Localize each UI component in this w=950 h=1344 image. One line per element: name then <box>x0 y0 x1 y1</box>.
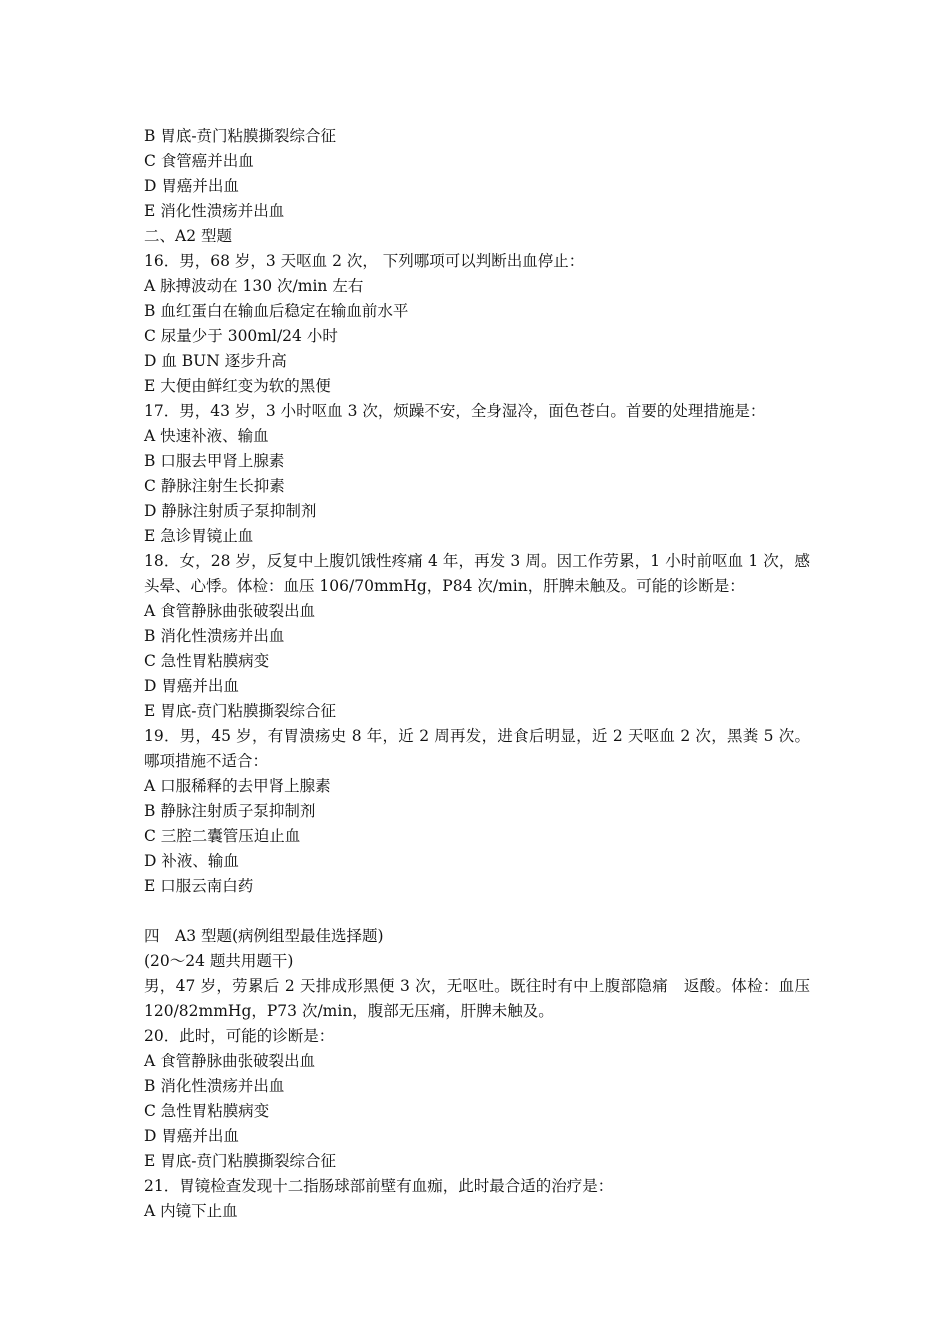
option-line: A 脉搏波动在 130 次/min 左右 <box>144 277 364 295</box>
option-line: A 内镜下止血 <box>144 1202 238 1220</box>
question-stem: 20．此时，可能的诊断是： <box>144 1027 335 1045</box>
section-heading: 四 A3 型题(病例组型最佳选择题) <box>144 927 384 945</box>
option-line: D 血 BUN 逐步升高 <box>144 352 287 370</box>
option-line: B 消化性溃疡并出血 <box>144 1077 285 1095</box>
option-line: B 静脉注射质子泵抑制剂 <box>144 802 316 820</box>
option-line: B 血红蛋白在输血后稳定在输血前水平 <box>144 302 409 320</box>
option-line: E 消化性溃疡并出血 <box>144 202 285 220</box>
option-line: E 胃底-贲门粘膜撕裂综合征 <box>144 702 336 720</box>
question-stem: 18．女，28 岁，反复中上腹饥饿性疼痛 4 年，再发 3 周。因工作劳累，1 小时前呕血 1 次，感头晕、心悸。体检：血压 106/70mmHg，P84 次/min，肝脾未触及。可能的诊断是： <box>144 552 810 595</box>
option-line: E 胃底-贲门粘膜撕裂综合征 <box>144 1152 336 1170</box>
option-line: C 急性胃粘膜病变 <box>144 652 270 670</box>
shared-stem-note: (20～24 题共用题干) <box>144 952 294 970</box>
option-line: D 胃癌并出血 <box>144 677 239 695</box>
option-line: E 急诊胃镜止血 <box>144 527 254 545</box>
option-line: B 胃底-贲门粘膜撕裂综合征 <box>144 127 337 145</box>
option-line: A 食管静脉曲张破裂出血 <box>144 1052 316 1070</box>
option-line: D 静脉注射质子泵抑制剂 <box>144 502 317 520</box>
option-line: C 静脉注射生长抑素 <box>144 477 285 495</box>
option-line: E 口服云南白药 <box>144 877 254 895</box>
section-heading: 二、A2 型题 <box>144 227 232 245</box>
question-stem: 21．胃镜检查发现十二指肠球部前壁有血痂，此时最合适的治疗是： <box>144 1177 614 1195</box>
option-line: A 口服稀释的去甲肾上腺素 <box>144 777 331 795</box>
question-stem: 19．男，45 岁，有胃溃疡史 8 年，近 2 周再发，进食后明显，近 2 天呕血 2 次，黑粪 5 次。哪项措施不适合： <box>144 727 810 770</box>
question-stem: 17．男，43 岁，3 小时呕血 3 次，烦躁不安，全身湿冷，面色苍白。首要的处理措施是： <box>144 402 766 420</box>
option-line: C 食管癌并出血 <box>144 152 254 170</box>
option-line: A 食管静脉曲张破裂出血 <box>144 602 316 620</box>
option-line: C 三腔二囊管压迫止血 <box>144 827 301 845</box>
option-line: C 尿量少于 300ml/24 小时 <box>144 327 338 345</box>
option-line: D 胃癌并出血 <box>144 177 239 195</box>
document-body <box>144 124 810 1224</box>
option-line: D 补液、输血 <box>144 852 239 870</box>
option-line: A 快速补液、输血 <box>144 427 269 445</box>
blank-line <box>144 899 810 924</box>
option-line: E 大便由鲜红变为软的黑便 <box>144 377 331 395</box>
option-line: B 口服去甲肾上腺素 <box>144 452 285 470</box>
option-line: D 胃癌并出血 <box>144 1127 239 1145</box>
option-line: B 消化性溃疡并出血 <box>144 627 285 645</box>
question-stem: 16．男，68 岁，3 天呕血 2 次， 下列哪项可以判断出血停止： <box>144 252 585 270</box>
case-description: 男，47 岁，劳累后 2 天排成形黑便 3 次，无呕吐。既往时有中上腹部隐痛 返酸。体检：血压 120/82mmHg，P73 次/min，腹部无压痛，肝脾未触及。 <box>144 977 810 1020</box>
option-line: C 急性胃粘膜病变 <box>144 1102 270 1120</box>
